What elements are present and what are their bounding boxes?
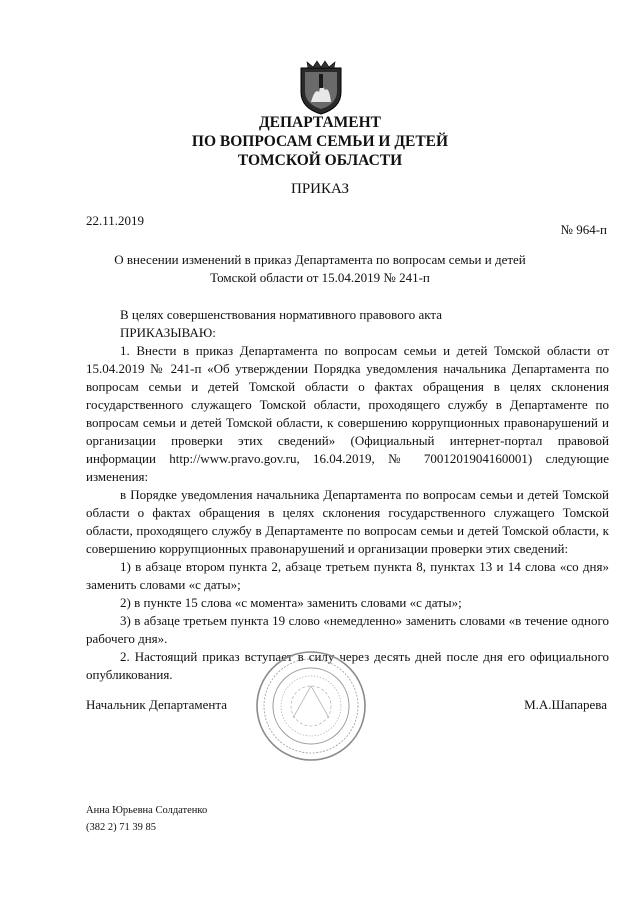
- order-body: [86, 306, 609, 684]
- order-title: ПРИКАЗ: [291, 181, 349, 197]
- subitem-1: 1) в абзаце втором пункта 2, абзаце третьем пункта 8, пунктах 13 и 14 слова «со дня» заменить словами «с даты»;: [86, 559, 609, 592]
- subitem-3: 3) в абзаце третьем пункта 19 слово «немедленно» заменить словами «в течение одного рабочего дня».: [86, 613, 609, 646]
- item-2: 2. Настоящий приказ вступает в силу через десять дней после дня его официального опубликования.: [86, 649, 609, 682]
- item-1: 1. Внести в приказ Департамента по вопросам семьи и детей Томской области от 15.04.2019 № 241-п «Об утверждении Порядка уведомления начальника Департамента по вопросам семьи и детей Томской области о фактах обращения в целях склонения государственного служащего Томской области, проходящего службу в Департаменте по вопросам семьи и детей Томской области, к совершению коррупционных правонарушений и организации проверки этих сведений» (Официальный интернет-портал правовой информации http://www.pravo.gov.ru, 16.04.2019, № 7001201904160001) следующие изменения:: [86, 343, 609, 484]
- executor-phone: (382 2) 71 39 85: [86, 822, 156, 833]
- department-title-line-3: ТОМСКОЙ ОБЛАСТИ: [237, 152, 403, 169]
- preamble: В целях совершенствования нормативного правового акта: [120, 307, 443, 322]
- tomsk-oblast-coat-of-arms-icon: [297, 58, 345, 116]
- department-title-line-2: ПО ВОПРОСАМ СЕМЬИ И ДЕТЕЙ: [191, 133, 449, 150]
- department-title-line-1: ДЕПАРТАМЕНТ: [258, 114, 382, 131]
- order-date: 22.11.2019: [86, 213, 145, 228]
- signatory-name: М.А.Шапарева: [524, 697, 607, 712]
- order-word: ПРИКАЗЫВАЮ:: [120, 325, 216, 340]
- order-subject: О внесении изменений в приказ Департамента по вопросам семьи и детей Томской области от 15.04.2019 № 241-п: [114, 252, 526, 285]
- official-round-seal-icon: [253, 648, 369, 764]
- executor-name: Анна Юрьевна Солдатенко: [86, 805, 208, 816]
- order-number: № 964-п: [560, 222, 607, 237]
- signatory-position: Начальник Департамента: [86, 697, 227, 712]
- item-1-intro: в Порядке уведомления начальника Департамента по вопросам семьи и детей Томской области о фактах обращения в целях склонения государственного служащего Томской области, проходящего службу в Департаменте по вопросам семьи и детей Томской области, к совершению коррупционных правонарушений и организации проверки этих сведений:: [86, 487, 609, 556]
- subitem-2: 2) в пункте 15 слова «с момента» заменить словами «с даты»;: [120, 595, 462, 610]
